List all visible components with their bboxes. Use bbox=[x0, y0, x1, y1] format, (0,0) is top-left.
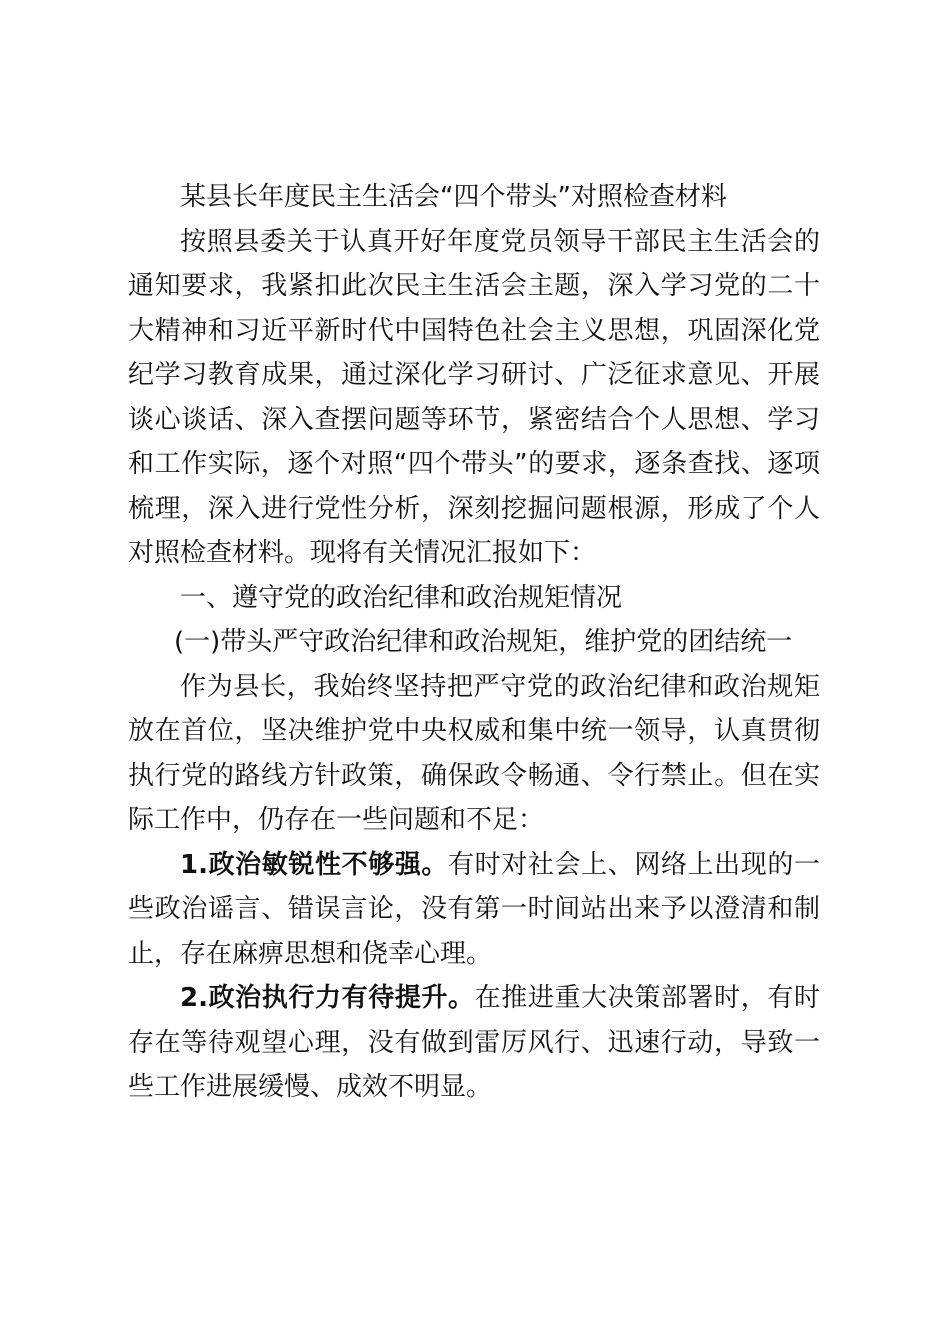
issue-label: 1.政治敏锐性不够强。 bbox=[180, 849, 449, 880]
document-title: 某县长年度民主生活会“四个带头”对照检查材料 bbox=[180, 182, 727, 212]
section-heading: 一、遵守党的政治纪律和政治规矩情况 bbox=[180, 582, 623, 613]
issue-item bbox=[128, 976, 820, 1110]
issue-text: 在推进重大决策部署时，有时存在等待观望心理，没有做到雷厉风行、迅速行动，导致一些工作进展缓慢、成效不明显。 bbox=[128, 983, 820, 1102]
subsection-paragraph: 作为县长，我始终坚持把严守党的政治纪律和政治规矩放在首位，坚决维护党中央权威和集中统一领导，认真贯彻执行党的路线方针政策，确保政令畅通、令行禁止。但在实际工作中，仍存在一些问题和不足： bbox=[128, 671, 820, 835]
subsection-heading: (一)带头严守政治纪律和政治规矩，维护党的团结统一 bbox=[174, 627, 793, 657]
intro-paragraph: 按照县委关于认真开好年度党员领导干部民主生活会的通知要求，我紧扣此次民主生活会主题，深入学习党的二十大精神和习近平新时代中国特色社会主义思想，巩固深化党纪学习教育成果，通过深化学习研讨、广泛征求意见、开展谈心谈话、深入查摆问题等环节，紧密结合个人思想、学习和工作实际，逐个对照“四个带头”的要求，逐条查找、逐项梳理，深入进行党性分析，深刻挖掘问题根源，形成了个人对照检查材料。现将有关情况汇报如下： bbox=[128, 226, 820, 568]
issue-text: 有时对社会上、网络上出现的一些政治谣言、错误言论，没有第一时间站出来予以澄清和制止，存在麻痹思想和侥幸心理。 bbox=[128, 849, 820, 969]
issue-label: 2.政治执行力有待提升。 bbox=[180, 983, 475, 1013]
issue-item bbox=[128, 843, 820, 977]
document-body bbox=[128, 175, 820, 1110]
